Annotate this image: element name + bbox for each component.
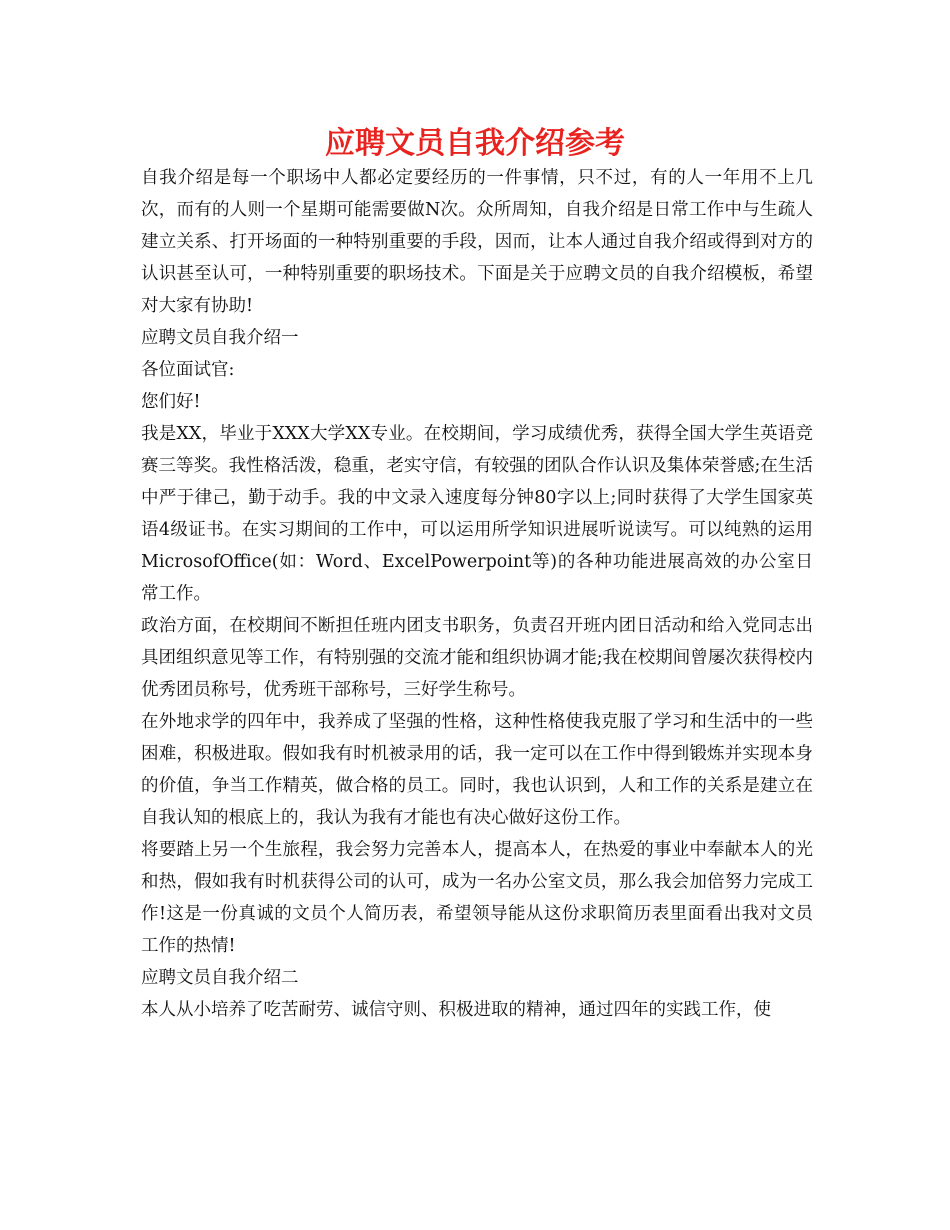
greeting: 您们好! (141, 392, 201, 412)
document-body (141, 162, 813, 1026)
body-paragraph: 在外地求学的四年中，我养成了坚强的性格，这种性格使我克服了学习和生活中的一些困难，积极进取。假如我有时机被录用的话，我一定可以在工作中得到锻炼并实现本身的价值，争当工作精英，做合格的员工。同时，我也认识到，人和工作的关系是建立在自我认知的根底上的，我认为我有才能也有决心做好这份工作。 (141, 712, 813, 828)
section-heading-1: 应聘文员自我介绍一 (141, 328, 299, 348)
body-paragraph: 将要踏上另一个生旅程，我会努力完善本人，提高本人，在热爱的事业中奉献本人的光和热，假如我有时机获得公司的认可，成为一名办公室文员，那么我会加倍努力完成工作!这是一份真诚的文员个人简历表，希望领导能从这份求职简历表里面看出我对文员工作的热情! (141, 840, 813, 956)
body-paragraph: 我是XX，毕业于XXX大学XX专业。在校期间，学习成绩优秀，获得全国大学生英语竞赛三等奖。我性格活泼，稳重，老实守信，有较强的团队合作认识及集体荣誉感;在生活中严于律己，勤于动手。我的中文录入速度每分钟80字以上;同时获得了大学生国家英语4级证书。在实习期间的工作中，可以运用所学知识进展听说读写。可以纯熟的运用MicrosofOffice(如：Word、ExcelPowerpoint等)的各种功能进展高效的办公室日常工作。 (141, 424, 813, 604)
body-paragraph: 政治方面，在校期间不断担任班内团支书职务，负责召开班内团日活动和给入党同志出具团组织意见等工作，有特别强的交流才能和组织协调才能;我在校期间曾屡次获得校内优秀团员称号，优秀班干部称号，三好学生称号。 (141, 616, 813, 700)
salutation: 各位面试官: (141, 360, 235, 380)
intro-paragraph: 自我介绍是每一个职场中人都必定要经历的一件事情，只不过，有的人一年用不上几次，而有的人则一个星期可能需要做N次。众所周知，自我介绍是日常工作中与生疏人建立关系、打开场面的一种特别重要的手段，因而，让本人通过自我介绍或得到对方的认识甚至认可，一种特别重要的职场技术。下面是关于应聘文员的自我介绍模板，希望对大家有协助! (141, 168, 813, 316)
document-title: 应聘文员自我介绍参考 (325, 126, 625, 161)
section-heading-2: 应聘文员自我介绍二 (141, 968, 299, 988)
body-paragraph: 本人从小培养了吃苦耐劳、诚信守则、积极进取的精神，通过四年的实践工作，使 (141, 1000, 771, 1020)
